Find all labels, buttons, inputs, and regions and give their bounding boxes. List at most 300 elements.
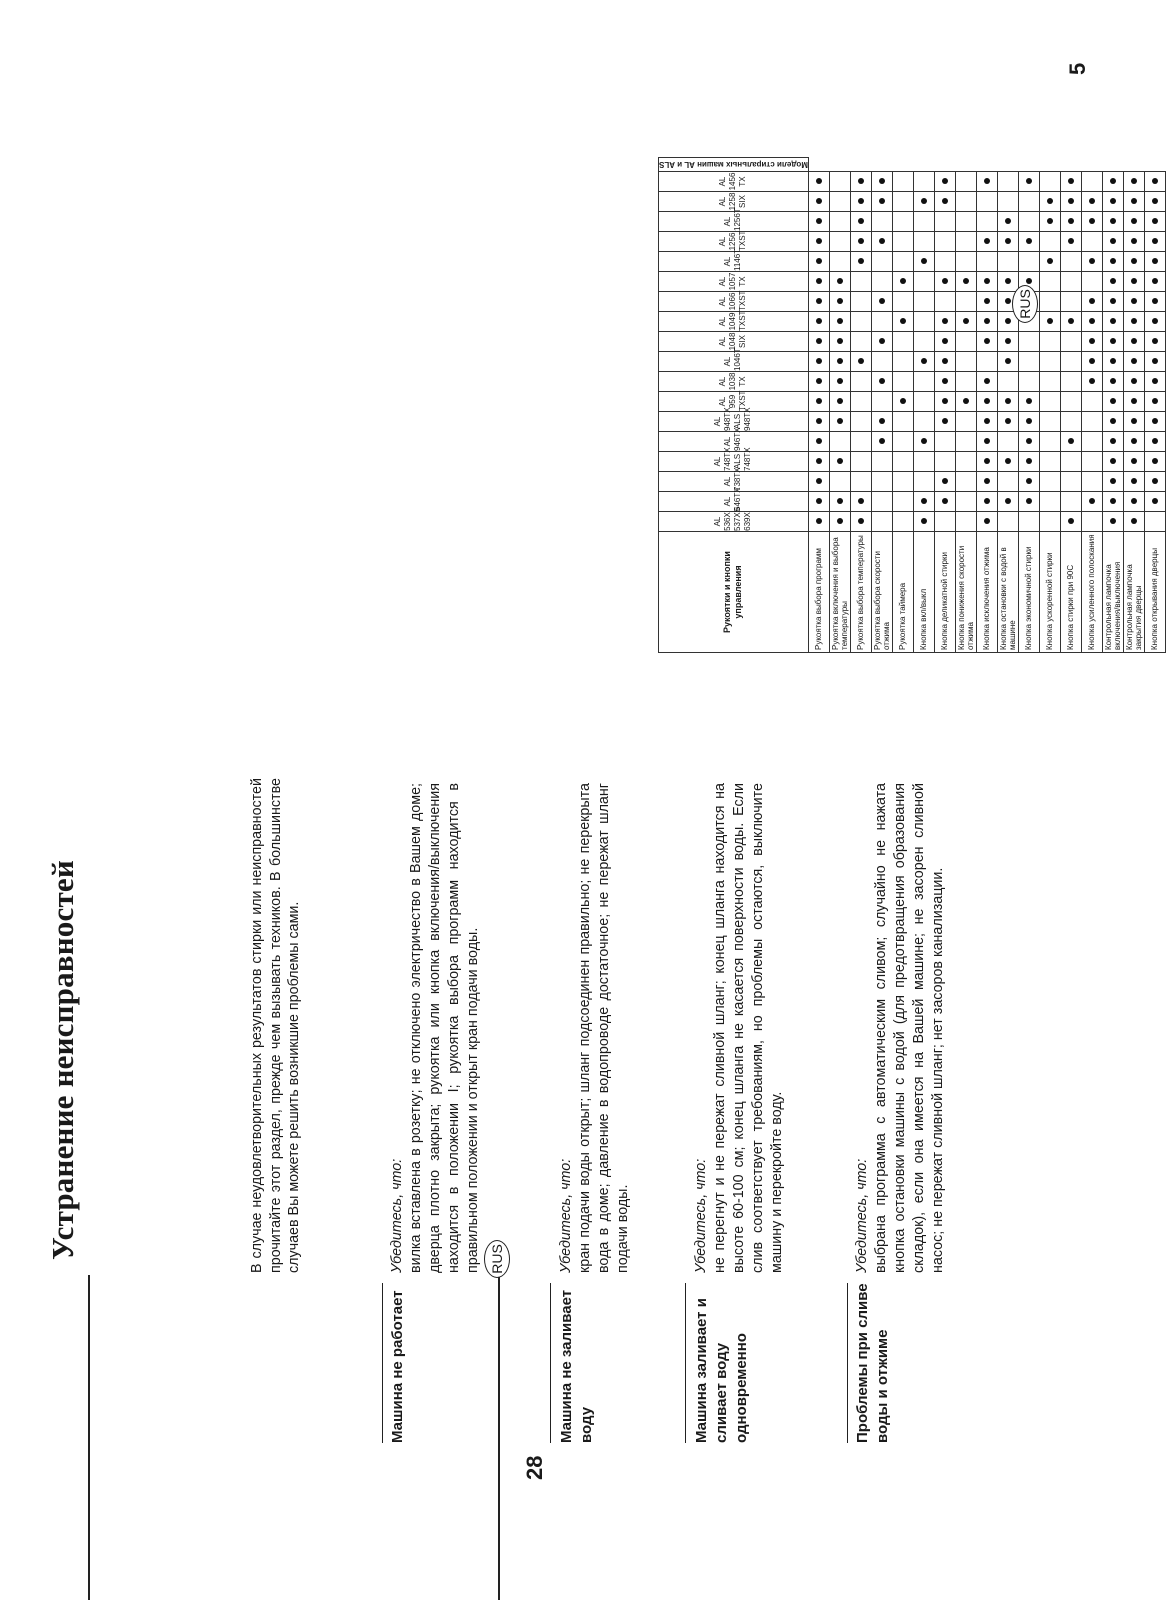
availability-dot [1131,179,1137,185]
check-label: Убедитесь, что: [558,1158,574,1273]
table-cell [892,292,913,312]
availability-dot [1110,499,1116,505]
table-cell [850,332,871,352]
availability-dot [816,459,822,465]
availability-dot [1026,459,1032,465]
table-cell [1060,192,1081,212]
control-label: Кнопка понижения скорости отжима [955,532,976,653]
table-cell [1144,212,1165,232]
language-badge: RUS [1012,285,1038,323]
availability-dot [816,259,822,265]
table-row [1102,158,1123,653]
table-cell [1060,232,1081,252]
availability-dot [1089,499,1095,505]
availability-dot [1131,199,1137,205]
table-row [871,158,892,653]
availability-dot [816,219,822,225]
section-heading: Проблемы при сливе воды и отжиме [854,1283,891,1443]
table-cell [808,492,829,512]
availability-dot [1152,419,1158,425]
availability-dot [1131,299,1137,305]
table-cell [1123,492,1144,512]
availability-dot [1131,519,1137,525]
availability-dot [879,299,885,305]
table-cell [892,472,913,492]
availability-dot [1089,259,1095,265]
table-cell [1018,372,1039,392]
table-cell [976,332,997,352]
availability-dot [1068,319,1074,325]
table-cell [955,272,976,292]
table-cell [955,432,976,452]
table-cell [955,372,976,392]
table-cell [892,492,913,512]
availability-dot [1110,379,1116,385]
availability-dot [1068,179,1074,185]
table-cell [1123,232,1144,252]
availability-dot [1152,279,1158,285]
table-cell [955,492,976,512]
table-cell [1081,372,1102,392]
availability-dot [1152,479,1158,485]
section-divider [382,1283,383,1443]
table-cell [808,512,829,532]
table-cell [1102,412,1123,432]
control-label: Рукоятка включения и выбора температуры [829,532,850,653]
availability-dot [879,419,885,425]
table-cell [1144,392,1165,412]
availability-dot [816,419,822,425]
table-cell [913,372,934,392]
availability-dot [984,239,990,245]
table-cell [1018,332,1039,352]
availability-dot [1152,459,1158,465]
availability-dot [1089,339,1095,345]
table-cell [976,172,997,192]
availability-dot [984,459,990,465]
availability-dot [1005,419,1011,425]
availability-dot [1152,259,1158,265]
table-corner-label: Рукоятки и кнопки управления [659,532,809,653]
table-cell [871,312,892,332]
availability-dot [858,519,864,525]
table-cell [997,492,1018,512]
model-header: AL 1046T [659,352,809,372]
availability-dot [942,199,948,205]
availability-dot [816,519,822,525]
model-header: AL 1256T [659,212,809,232]
table-cell [871,472,892,492]
model-header: AL 1066 TXST [659,292,809,312]
availability-dot [1131,439,1137,445]
availability-dot [900,279,906,285]
table-cell [1144,492,1165,512]
availability-dot [1131,399,1137,405]
availability-dot [837,319,843,325]
table-cell [976,472,997,492]
availability-dot [1152,499,1158,505]
table-cell [955,172,976,192]
model-header: AL 1048 SIX [659,332,809,352]
availability-dot [1026,399,1032,405]
table-cell [1060,272,1081,292]
availability-dot [1005,459,1011,465]
table-cell [1102,192,1123,212]
availability-dot [1110,299,1116,305]
table-cell [829,252,850,272]
table-cell [955,252,976,272]
control-label: Рукоятка выбора скорости отжима [871,532,892,653]
table-cell [850,492,871,512]
table-row [934,158,955,653]
availability-dot [921,519,927,525]
table-cell [997,232,1018,252]
availability-dot [1089,359,1095,365]
table-cell [1039,312,1060,332]
availability-dot [1068,219,1074,225]
availability-dot [1005,219,1011,225]
table-cell [1102,272,1123,292]
availability-dot [1131,459,1137,465]
table-cell [976,492,997,512]
control-label: Рукоятка таймера [892,532,913,653]
availability-dot [1026,179,1032,185]
table-cell [1081,392,1102,412]
table-cell [934,172,955,192]
table-cell [976,392,997,412]
availability-dot [921,259,927,265]
availability-dot [1131,259,1137,265]
table-cell [955,292,976,312]
table-cell [913,272,934,292]
table-cell [955,192,976,212]
table-cell [871,212,892,232]
table-cell [976,452,997,472]
availability-dot [816,399,822,405]
table-cell [997,452,1018,472]
table-cell [913,312,934,332]
availability-dot [942,279,948,285]
availability-dot [1089,219,1095,225]
availability-dot [963,319,969,325]
table-cell [1123,432,1144,452]
table-cell [1039,452,1060,472]
availability-dot [984,399,990,405]
table-cell [976,412,997,432]
table-cell [1144,372,1165,392]
table-cell [850,212,871,232]
availability-dot [816,359,822,365]
table-cell [1081,292,1102,312]
table-cell [997,432,1018,452]
table-cell [871,432,892,452]
table-cell [1060,332,1081,352]
table-cell [892,192,913,212]
table-cell [1018,392,1039,412]
availability-dot [1005,299,1011,305]
availability-dot [942,399,948,405]
availability-dot [1110,399,1116,405]
table-cell [997,392,1018,412]
table-cell [913,412,934,432]
availability-dot [984,319,990,325]
table-cell [1039,432,1060,452]
table-cell [1039,292,1060,312]
table-cell [1060,352,1081,372]
table-cell [829,232,850,252]
table-cell [1081,352,1102,372]
availability-dot [816,299,822,305]
table-header-row [659,158,809,653]
table-cell [955,332,976,352]
availability-dot [816,319,822,325]
availability-dot [1110,179,1116,185]
table-cell [955,452,976,472]
table-cell [997,412,1018,432]
availability-dot [984,439,990,445]
table-cell [1018,192,1039,212]
table-cell [1123,272,1144,292]
table-cell [871,192,892,212]
table-cell [1144,232,1165,252]
model-group-header [659,158,809,172]
table-cell [1018,432,1039,452]
availability-dot [984,179,990,185]
table-cell [808,472,829,492]
table-cell [913,192,934,212]
table-cell [1060,512,1081,532]
model-header: AL 1256 TXST [659,232,809,252]
table-cell [850,312,871,332]
table-cell [850,392,871,412]
table-cell [892,332,913,352]
table-cell [955,232,976,252]
table-cell [892,432,913,452]
model-header: AL 1258 SIX [659,192,809,212]
table-cell [892,272,913,292]
availability-dot [1110,439,1116,445]
table-cell [892,252,913,272]
table-cell [850,452,871,472]
table-cell [871,452,892,472]
table-cell [808,312,829,332]
availability-dot [1068,199,1074,205]
table-cell [808,452,829,472]
table-cell [1123,352,1144,372]
table-cell [913,432,934,452]
availability-dot [858,219,864,225]
table-cell [1144,452,1165,472]
table-cell [1144,292,1165,312]
table-cell [1123,472,1144,492]
availability-dot [1152,339,1158,345]
table-cell [1144,412,1165,432]
table-cell [808,352,829,372]
availability-dot [1026,279,1032,285]
table-cell [1060,412,1081,432]
availability-dot [879,439,885,445]
table-cell [955,512,976,532]
table-cell [1123,192,1144,212]
table-cell [1123,372,1144,392]
table-cell [934,492,955,512]
availability-dot [837,279,843,285]
availability-dot [1005,399,1011,405]
availability-dot [879,199,885,205]
availability-dot [1152,239,1158,245]
table-cell [850,292,871,312]
availability-dot [1110,239,1116,245]
table-cell [976,232,997,252]
table-cell [892,412,913,432]
availability-dot [837,419,843,425]
availability-dot [879,379,885,385]
table-cell [1144,332,1165,352]
availability-dot [858,179,864,185]
table-cell [829,452,850,472]
availability-dot [1152,379,1158,385]
table-cell [934,432,955,452]
table-cell [1060,432,1081,452]
table-cell [871,272,892,292]
table-cell [829,272,850,292]
availability-dot [984,299,990,305]
table-cell [1102,252,1123,272]
table-cell [1018,232,1039,252]
table-cell [913,392,934,412]
availability-dot [816,239,822,245]
table-cell [1039,492,1060,512]
table-cell [913,172,934,192]
table-cell [1039,172,1060,192]
availability-dot [1068,439,1074,445]
availability-dot [942,479,948,485]
language-badge: RUS [484,1240,510,1278]
table-cell [850,432,871,452]
table-cell [892,512,913,532]
availability-dot [963,399,969,405]
control-label: Кнопка открывания дверцы [1144,532,1165,653]
table-cell [1144,192,1165,212]
table-cell [1123,512,1144,532]
table-cell [808,252,829,272]
table-cell [850,232,871,252]
table-cell [1018,172,1039,192]
table-cell [808,292,829,312]
table-cell [1102,392,1123,412]
table-cell [1102,232,1123,252]
table-cell [934,192,955,212]
table-cell [955,392,976,412]
availability-dot [879,179,885,185]
table-cell [1060,312,1081,332]
availability-dot [942,339,948,345]
availability-dot [1005,359,1011,365]
table-cell [850,512,871,532]
table-cell [850,412,871,432]
table-cell [955,412,976,432]
intro-paragraph: В случае неудовлетворительных результатов стирки или неисправностей прочитайте этот раздел, прежде чем вызывать техников. В большинстве случаев Вы можете решить возникшие проблемы сами. [249,778,302,1273]
table-cell [913,472,934,492]
availability-dot [942,499,948,505]
table-cell [997,252,1018,272]
table-cell [1018,492,1039,512]
table-cell [1060,292,1081,312]
table-cell [997,332,1018,352]
availability-dot [816,439,822,445]
table-cell [1144,472,1165,492]
table-row [913,158,934,653]
availability-dot [984,339,990,345]
table-cell [997,512,1018,532]
availability-dot [921,439,927,445]
availability-dot [921,359,927,365]
table-cell [1102,452,1123,472]
table-cell [871,512,892,532]
check-label: Убедитесь, что: [693,1158,709,1273]
control-label: Контрольная лампочка включения/выключения [1102,532,1123,653]
table-cell [829,312,850,332]
model-header: AL 946TX [659,432,809,452]
availability-dot [1005,339,1011,345]
availability-dot [984,379,990,385]
table-cell [934,452,955,472]
control-label: Кнопка ускоренной стирки [1039,532,1060,653]
table-cell [1039,512,1060,532]
availability-dot [1047,199,1053,205]
availability-dot [1089,199,1095,205]
table-cell [871,172,892,192]
control-label: Кнопка остановки с водой в машине [997,532,1018,653]
availability-dot [816,379,822,385]
table-row [1018,158,1039,653]
availability-dot [1131,419,1137,425]
check-label: Убедитесь, что: [854,1158,870,1273]
table-cell [913,512,934,532]
availability-dot [816,179,822,185]
table-cell [1123,252,1144,272]
availability-dot [1110,519,1116,525]
table-cell [934,372,955,392]
availability-dot [858,359,864,365]
availability-dot [1110,219,1116,225]
table-cell [913,352,934,372]
section-text: кран подачи воды открыт; шланг подсоединен правильно; не перекрыта вода в доме; давление в водопроводе достаточное; не пережат шланг подачи воды. [577,783,631,1273]
model-header: AL 748TX ALS 748TX [659,452,809,472]
control-label: Кнопка деликатной стирки [934,532,955,653]
table-cell [1081,492,1102,512]
table-cell [829,192,850,212]
control-label: Кнопка стирки при 90С [1060,532,1081,653]
table-cell [829,472,850,492]
table-cell [850,372,871,392]
availability-dot [1026,439,1032,445]
availability-dot [1131,479,1137,485]
section-heading: Машина заливает и сливает воду одновременно [693,1298,750,1443]
compatibility-page [575,0,1160,1600]
availability-dot [1110,419,1116,425]
availability-dot [942,319,948,325]
table-cell [913,332,934,352]
table-cell [1081,172,1102,192]
table-cell [1144,252,1165,272]
table-cell [976,432,997,452]
table-cell [871,292,892,312]
table-row [1144,158,1165,653]
availability-dot [816,499,822,505]
table-cell [808,192,829,212]
availability-dot [984,479,990,485]
